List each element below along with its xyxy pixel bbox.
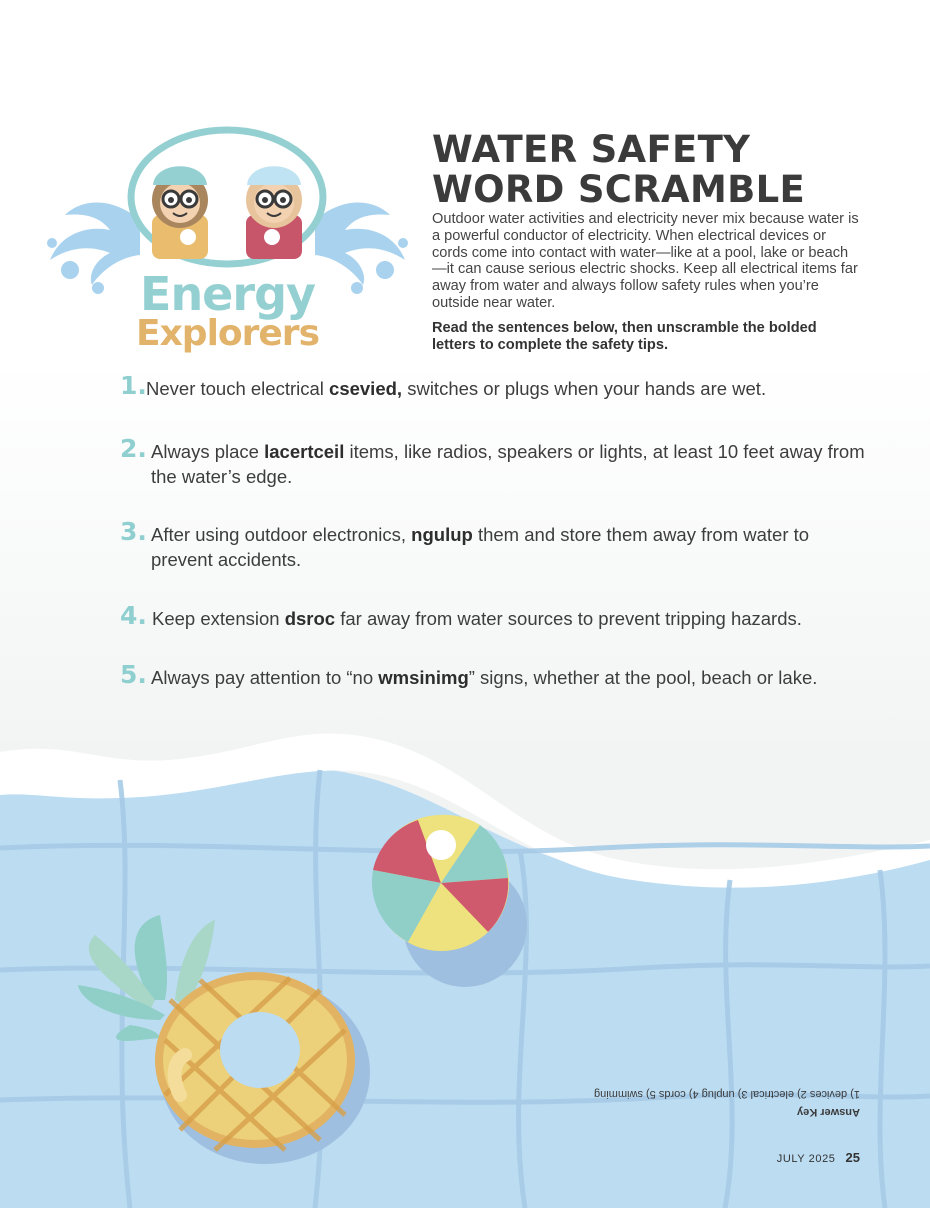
logo-word-energy: Energy (140, 267, 315, 321)
item-text-after: switches or plugs when your hands are wet. (402, 378, 767, 399)
answer-key-text: 1) devices 2) electrical 3) unplug 4) cords 5) swimming (594, 1088, 860, 1100)
issue-date: JULY 2025 (776, 1153, 836, 1165)
mascot-right (246, 166, 302, 259)
item-text (152, 606, 872, 631)
item-number: 1. (120, 371, 147, 400)
item-number: 2. (120, 434, 147, 463)
intro-paragraph: Outdoor water activities and electricity never mix because water is a powerful conductor of electricity. When electrical devices or cords come into contact with water—like at a pool, lake or beach—it can cause serious electric shocks. Keep all electrical items far away from water and always follow safety rules when you’re outside near water. (432, 211, 859, 311)
item-text-after: items, like radios, speakers or lights, at least 10 feet away from the water’s edge. (151, 441, 865, 487)
item-text (146, 376, 866, 401)
page-number: 25 (845, 1150, 860, 1165)
item-text (151, 439, 871, 489)
item-text-before: Never touch electrical (146, 378, 330, 399)
item-text-after: ” signs, whether at the pool, beach or lake. (468, 667, 818, 688)
scrambled-word: wmsinimg (378, 667, 469, 688)
answer-key (520, 1085, 860, 1121)
scrambled-word: lacertceil (264, 441, 345, 462)
scrambled-word: dsroc (284, 608, 336, 629)
scrambled-word: csevied, (329, 378, 403, 399)
energy-explorers-logo (40, 125, 415, 355)
title-line-1: WATER SAFETY (432, 128, 751, 171)
item-text-before: Always place (151, 441, 265, 462)
item-text-after: far away from water sources to prevent tripping hazards. (335, 608, 802, 629)
answer-key-title: Answer Key (797, 1106, 860, 1118)
item-text-before: After using outdoor electronics, (151, 524, 412, 545)
page-title (432, 130, 872, 210)
item-number: 5. (120, 660, 147, 689)
scrambled-word: ngulup (411, 524, 473, 545)
item-number: 4. (120, 601, 147, 630)
item-number: 3. (120, 517, 147, 546)
title-line-2: WORD SCRAMBLE (432, 168, 806, 211)
pool-illustration (0, 700, 930, 1208)
item-text-before: Always pay attention to “no (151, 667, 379, 688)
item-text-before: Keep extension (152, 608, 285, 629)
instructions: Read the sentences below, then unscramble the bolded letters to complete the safety tips. (432, 320, 817, 353)
page-footer (777, 1150, 860, 1165)
item-text-after: them and store them away from water to prevent accidents. (151, 524, 810, 570)
mascot-left (152, 166, 208, 259)
item-text (151, 522, 871, 572)
logo-word-explorers: Explorers (135, 313, 319, 354)
item-text (151, 665, 871, 690)
